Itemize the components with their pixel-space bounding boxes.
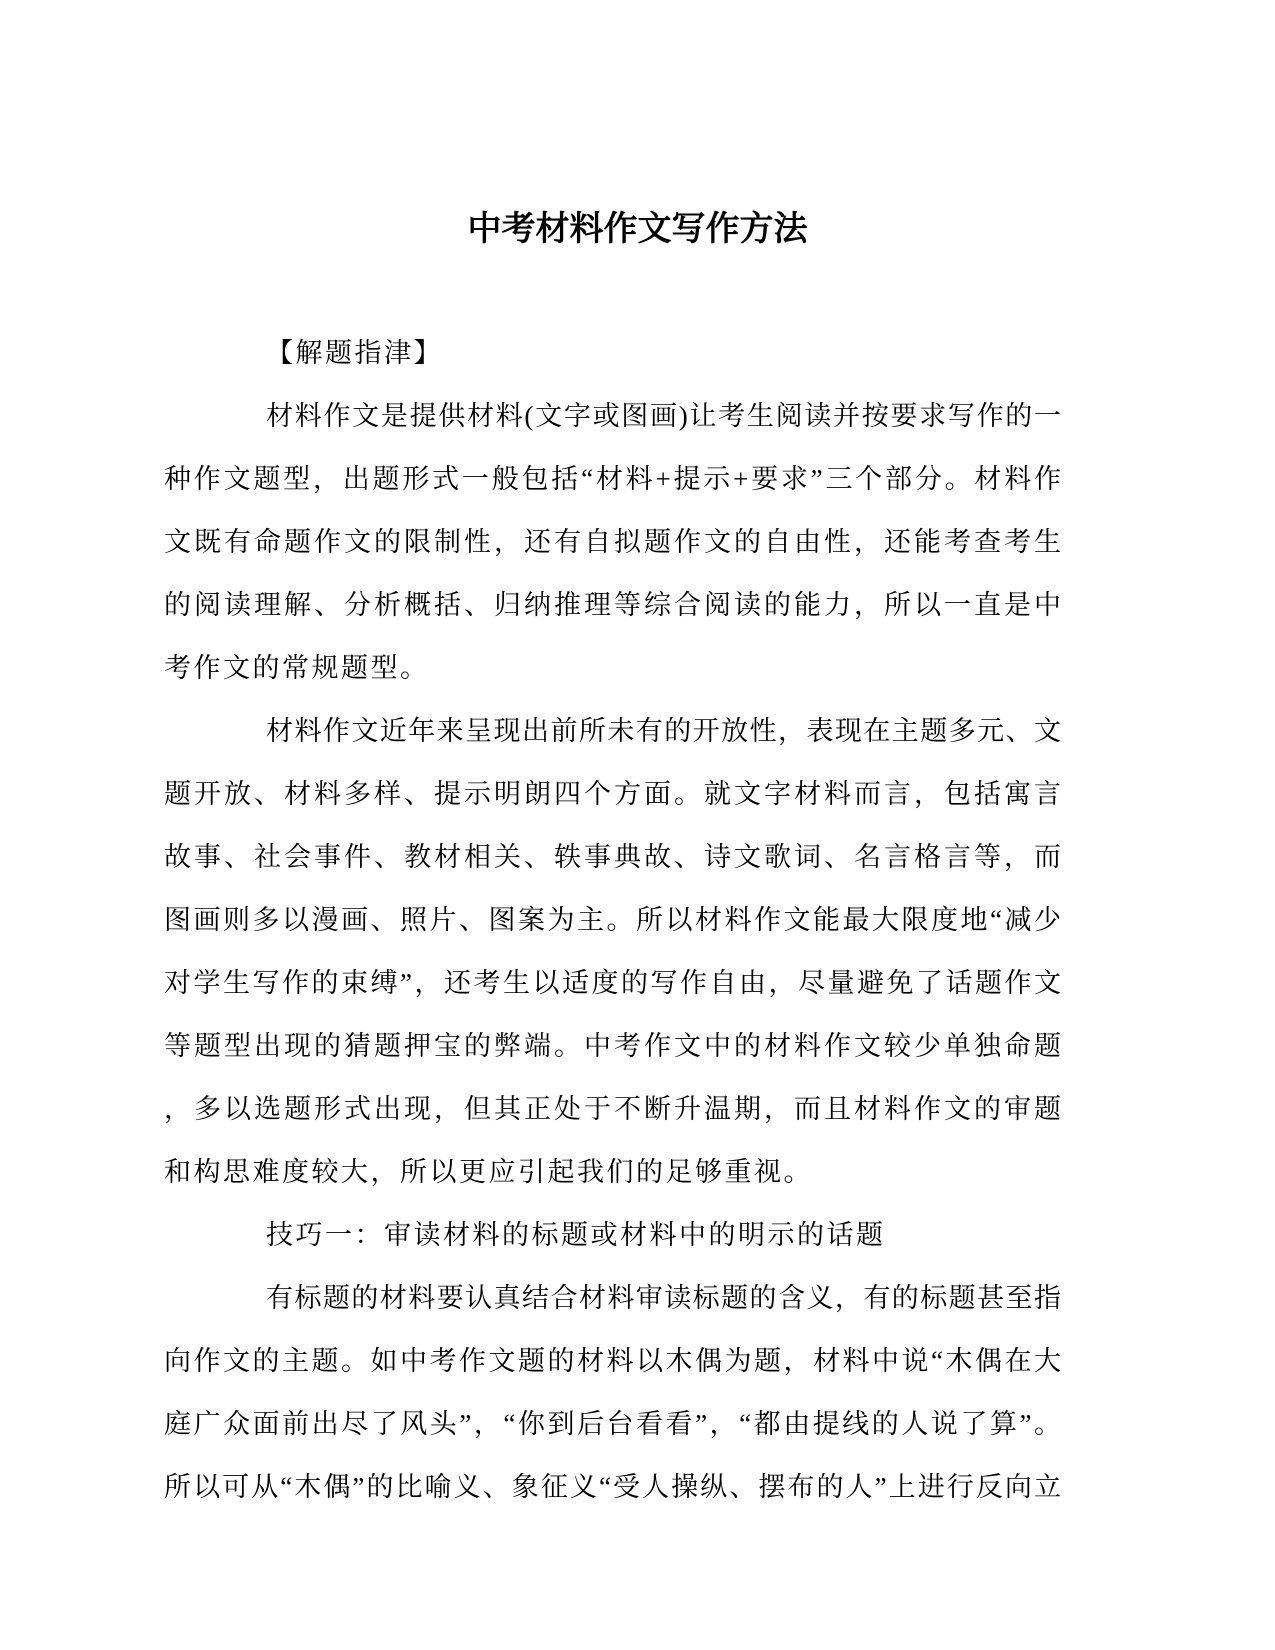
text-line: 图画则多以漫画、照片、图案为主。所以材料作文能最大限度地“减少 <box>164 905 1061 935</box>
text-line: 种作文题型，出题形式一般包括“材料+提示+要求”三个部分。材料作 <box>164 464 1061 494</box>
text-line: 有标题的材料要认真结合材料审读标题的含义，有的标题甚至指 <box>266 1283 1061 1313</box>
text-line: 对学生写作的束缚”，还考生以适度的写作自由，尽量避免了话题作文 <box>164 968 1061 998</box>
text-line: 材料作文近年来呈现出前所未有的开放性，表现在主题多元、文 <box>266 716 1061 746</box>
text-line: 所以可从“木偶”的比喻义、象征义“受人操纵、摆布的人”上进行反向立 <box>164 1472 1061 1502</box>
text-line: ，多以选题形式出现，但其正处于不断升温期，而且材料作文的审题 <box>164 1094 1061 1124</box>
text-line: 故事、社会事件、教材相关、轶事典故、诗文歌词、名言格言等，而 <box>164 842 1061 872</box>
text-line: 和构思难度较大，所以更应引起我们的足够重视。 <box>164 1157 813 1187</box>
text-line: 【解题指津】 <box>266 338 443 368</box>
text-line: 庭广众面前出尽了风头”，“你到后台看看”，“都由提线的人说了算”。 <box>164 1409 1061 1439</box>
text-line: 的阅读理解、分析概括、归纳推理等综合阅读的能力，所以一直是中 <box>164 590 1061 620</box>
text-line: 材料作文是提供材料(文字或图画)让考生阅读并按要求写作的一 <box>266 401 1061 431</box>
text-line: 文既有命题作文的限制性，还有自拟题作文的自由性，还能考查考生 <box>164 527 1061 557</box>
text-line: 考作文的常规题型。 <box>164 653 430 683</box>
text-line: 题开放、材料多样、提示明朗四个方面。就文字材料而言，包括寓言 <box>164 779 1061 809</box>
text-line: 等题型出现的猜题押宝的弊端。中考作文中的材料作文较少单独命题 <box>164 1031 1061 1061</box>
text-line: 技巧一：审读材料的标题或材料中的明示的话题 <box>266 1220 886 1250</box>
page-title: 中考材料作文写作方法 <box>467 210 808 248</box>
text-line: 向作文的主题。如中考作文题的材料以木偶为题，材料中说“木偶在大 <box>164 1346 1061 1376</box>
document-body <box>164 322 1061 1519</box>
